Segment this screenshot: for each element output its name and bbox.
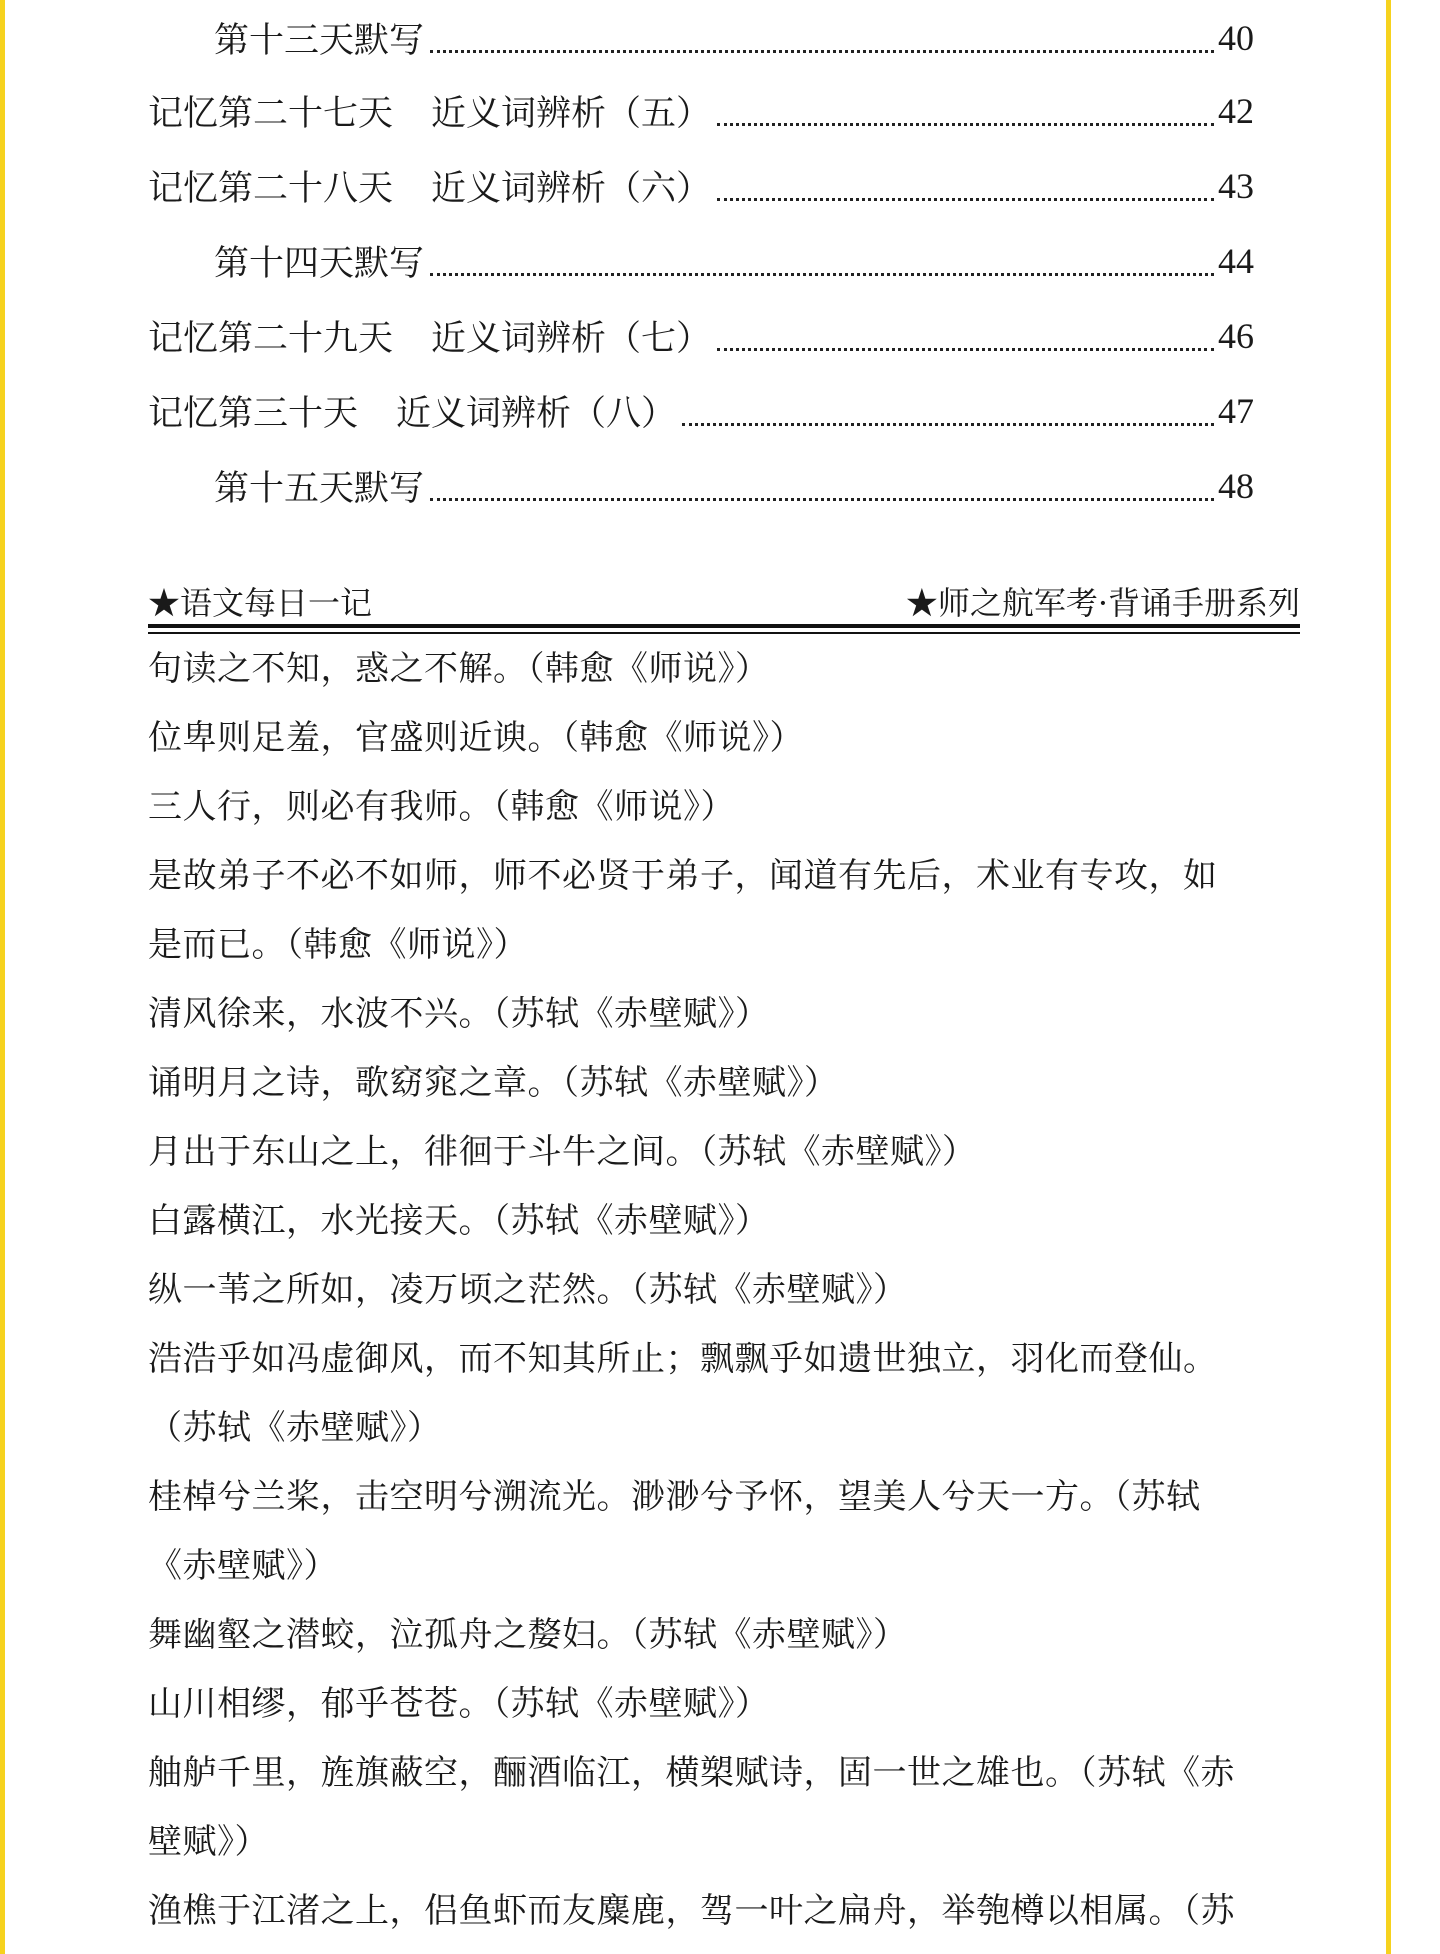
text-line: 桂棹兮兰桨，击空明兮溯流光。渺渺兮予怀，望美人兮天一方。（苏轼 (148, 1477, 1201, 1517)
text-line: 三人行，则必有我师。（韩愈《师说》） (148, 787, 735, 827)
text-line: 渔樵于江渚之上，侣鱼虾而友麋鹿，驾一叶之扁舟，举匏樽以相属。（苏 (148, 1891, 1235, 1931)
toc-entry-label (148, 311, 711, 361)
toc-entry[interactable] (214, 223, 1254, 298)
toc-entry-label (214, 236, 424, 286)
toc-page-number: 43 (1218, 165, 1254, 206)
text-line: 诵明月之诗，歌窈窕之章。（苏轼《赤壁赋》） (148, 1063, 839, 1103)
quotation-list (148, 635, 1300, 1946)
text-line: 是而已。（韩愈《师说》） (148, 925, 528, 965)
page-border-left (0, 0, 5, 1954)
toc-entry-title: 第十三天默写 (214, 20, 425, 61)
text-line: 舞幽壑之潜蛟，泣孤舟之嫠妇。（苏轼《赤壁赋》） (148, 1615, 908, 1655)
toc-page-number: 46 (1218, 315, 1254, 356)
toc-entry[interactable] (148, 373, 1254, 448)
toc-dot-leader (430, 498, 1214, 501)
toc-entry[interactable] (148, 148, 1254, 223)
text-line: 清风徐来，水波不兴。（苏轼《赤壁赋》） (148, 994, 770, 1034)
toc-entry-subtitle: 近义词辨析（七） (431, 318, 712, 359)
text-line: 浩浩乎如冯虚御风，而不知其所止；飘飘乎如遗世独立，羽化而登仙。 (148, 1339, 1218, 1379)
toc-entry-subtitle: 近义词辨析（八） (396, 393, 677, 434)
running-header (148, 574, 1300, 624)
toc-entry-subtitle: 近义词辨析（五） (431, 93, 712, 134)
toc-entry-label (214, 461, 424, 511)
toc-entry-title: 记忆第二十八天 (148, 168, 394, 209)
toc-dot-leader (717, 348, 1214, 351)
page-border-right (1386, 0, 1391, 1954)
toc-dot-leader (430, 273, 1214, 276)
toc-dot-leader (430, 50, 1214, 53)
toc-dot-leader (717, 123, 1214, 126)
toc-page-number: 44 (1218, 240, 1254, 281)
toc-entry-label (148, 386, 676, 436)
text-line: （苏轼《赤壁赋》） (148, 1408, 442, 1448)
toc-entry-title: 记忆第二十九天 (148, 318, 394, 359)
toc-entry-title: 第十五天默写 (214, 468, 425, 509)
toc-page-number: 42 (1218, 90, 1254, 131)
toc-page-number: 47 (1218, 390, 1254, 431)
toc-entry[interactable] (214, 0, 1254, 75)
text-line: 壁赋》） (148, 1822, 269, 1862)
header-right-title: ★师之航军考·背诵手册系列 (905, 584, 1300, 622)
text-line: 山川相缪，郁乎苍苍。（苏轼《赤壁赋》） (148, 1684, 770, 1724)
toc-entry-subtitle: 近义词辨析（六） (431, 168, 712, 209)
text-line: 白露横江，水光接天。（苏轼《赤壁赋》） (148, 1201, 770, 1241)
toc-entry-title: 记忆第三十天 (148, 393, 359, 434)
text-line: 纵一苇之所如，凌万顷之茫然。（苏轼《赤壁赋》） (148, 1270, 908, 1310)
text-line: 是故弟子不必不如师，师不必贤于弟子，闻道有先后，术业有专攻，如 (148, 856, 1218, 896)
toc-entry-title: 记忆第二十七天 (148, 93, 394, 134)
header-rule-thin (148, 632, 1300, 634)
toc-entry-title: 第十四天默写 (214, 243, 425, 284)
toc-page-number: 48 (1218, 465, 1254, 506)
header-left-title: ★语文每日一记 (148, 584, 373, 622)
toc-entry[interactable] (214, 448, 1254, 523)
toc-entry[interactable] (148, 73, 1254, 148)
toc-dot-leader (682, 423, 1214, 426)
text-line: 位卑则足羞，官盛则近谀。（韩愈《师说》） (148, 718, 804, 758)
text-line: 句读之不知，惑之不解。（韩愈《师说》） (148, 649, 770, 689)
text-line: 月出于东山之上，徘徊于斗牛之间。（苏轼《赤壁赋》） (148, 1132, 977, 1172)
text-line: 《赤壁赋》） (148, 1546, 338, 1586)
toc-dot-leader (717, 198, 1214, 201)
header-rule-thick (148, 624, 1300, 628)
toc-entry-label (148, 86, 711, 136)
toc-page-number: 40 (1218, 17, 1254, 58)
toc-entry-label (214, 13, 424, 63)
toc-entry-label (148, 161, 711, 211)
toc-entry[interactable] (148, 298, 1254, 373)
text-line: 舳舻千里，旌旗蔽空，酾酒临江，横槊赋诗，固一世之雄也。（苏轼《赤 (148, 1753, 1235, 1793)
